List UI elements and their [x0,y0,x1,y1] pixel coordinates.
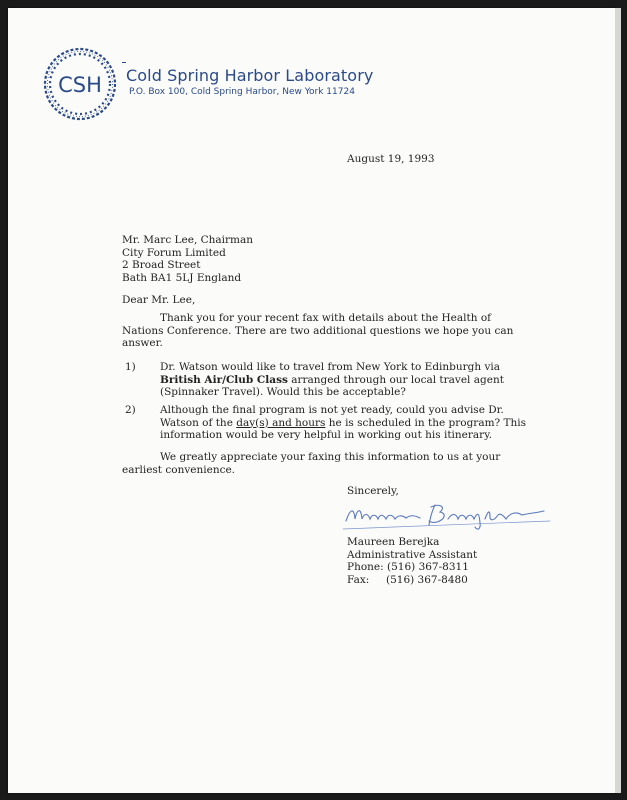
signer-title: Administrative Assistant [347,548,478,561]
paragraph-line [160,374,504,387]
paragraph-line [160,417,526,430]
line-post: he is scheduled in the program? This [325,416,527,429]
salutation: Dear Mr. Lee, [122,294,196,306]
recipient-address [122,234,253,284]
signer-phone: Phone: (516) 367-8311 [347,561,469,573]
paragraph-line: Thank you for your recent fax with details about the Health of [160,312,492,324]
closing-paragraph [122,451,500,476]
lab-name: Cold Spring Harbor Laboratory [126,66,374,85]
intro-paragraph [122,312,513,350]
paragraph-line: Dr. Watson would like to travel from New York to Edinburgh via [160,361,501,373]
item2-text [160,404,526,442]
recipient-line: Bath BA1 5LJ England [122,271,242,284]
paragraph-line: Although the final program is not yet ready, could you advise Dr. [160,404,504,416]
signer-fax: Fax: (516) 367-8480 [347,573,468,586]
item1-number: 1) [125,361,136,373]
paragraph-line: (Spinnaker Travel). Would this be acceptable? [160,386,406,398]
closing: Sincerely, [347,485,399,497]
underlined-phrase: day(s) and hours [236,416,326,429]
paragraph-line: information would be very helpful in working out his itinerary. [160,429,493,441]
dna-ring-logo-icon [40,44,120,124]
recipient-line: 2 Broad Street [122,259,201,271]
lab-address: P.O. Box 100, Cold Spring Harbor, New York 11724 [129,87,355,97]
signature-icon [340,497,555,537]
bold-phrase: British Air/Club Class [160,373,288,386]
paragraph-line: answer. [122,337,163,349]
item2-number: 2) [125,404,136,416]
paragraph-line: We greatly appreciate your faxing this information to us at your [160,451,501,463]
csh-logo [40,44,120,124]
recipient-line: City Forum Limited [122,246,226,259]
page-edge [615,8,621,793]
line-rest: arranged through our local travel agent [287,373,504,386]
signer-name: Maureen Berejka [347,536,440,548]
item1-text [160,361,504,399]
letterhead-mark [122,62,126,63]
paragraph-line: earliest convenience. [122,463,236,476]
line-pre: Watson of the [160,416,237,429]
signature-block [347,536,477,586]
letter-date: August 19, 1993 [347,153,435,165]
letter-page [8,8,615,793]
recipient-line: Mr. Marc Lee, Chairman [122,234,254,246]
logo-text: CSH [58,73,102,97]
paragraph-line: Nations Conference. There are two additional questions we hope you can [122,324,514,337]
handwritten-signature [340,497,555,537]
